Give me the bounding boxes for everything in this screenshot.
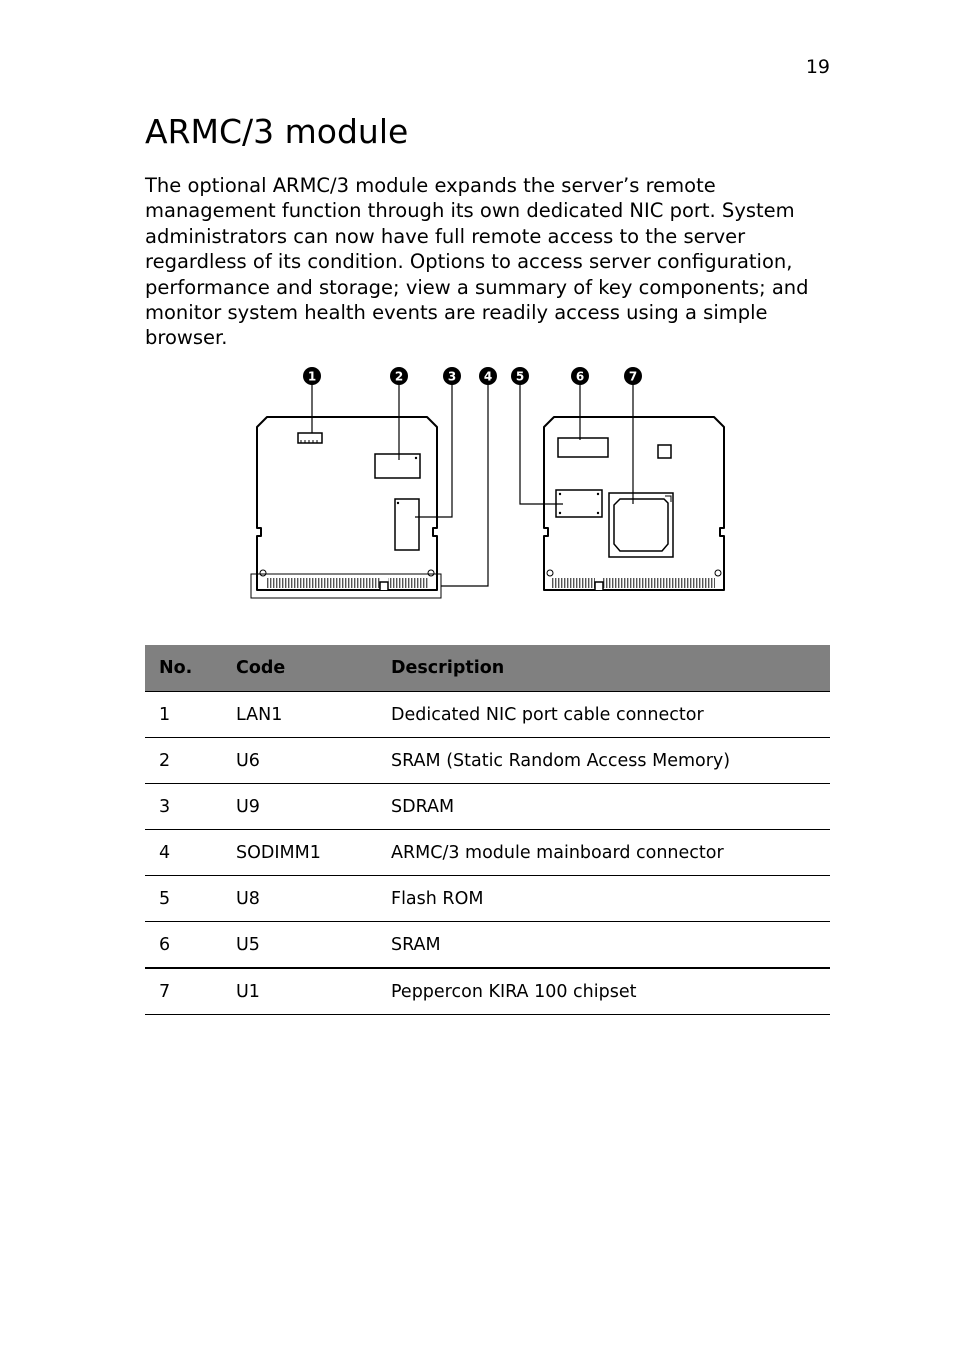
cell-no: 7 <box>145 968 222 1015</box>
page-number: 19 <box>805 56 830 78</box>
header-code: Code <box>222 645 377 692</box>
table-row <box>145 876 830 922</box>
cell-description: Dedicated NIC port cable connector <box>377 692 830 738</box>
cell-no: 6 <box>145 922 222 969</box>
cell-code: U9 <box>222 784 377 830</box>
u9-sdram-chip <box>395 499 419 550</box>
armc3-module-diagram <box>240 360 740 605</box>
callout-label: 6 <box>575 369 585 384</box>
cell-code: U6 <box>222 738 377 784</box>
cell-code: LAN1 <box>222 692 377 738</box>
callout-marker <box>443 367 461 385</box>
callout-marker <box>511 367 529 385</box>
table-row <box>145 922 830 969</box>
callout-label: 5 <box>515 369 525 384</box>
table-row <box>145 830 830 876</box>
cell-description: SRAM <box>377 922 830 969</box>
module-board-front <box>251 417 441 598</box>
cell-description: Flash ROM <box>377 876 830 922</box>
cell-description: SRAM (Static Random Access Memory) <box>377 738 830 784</box>
u5-sram-chip <box>558 438 608 457</box>
module-board-back <box>544 417 724 590</box>
callout-marker <box>479 367 497 385</box>
cell-description: SDRAM <box>377 784 830 830</box>
header-no: No. <box>145 645 222 692</box>
cell-description: Peppercon KIRA 100 chipset <box>377 968 830 1015</box>
cell-code: U5 <box>222 922 377 969</box>
callout-marker <box>303 367 321 385</box>
cell-description: ARMC/3 module mainboard connector <box>377 830 830 876</box>
callout-marker <box>571 367 589 385</box>
callout-label: 1 <box>307 369 317 384</box>
cell-no: 2 <box>145 738 222 784</box>
cell-no: 1 <box>145 692 222 738</box>
lan1-connector <box>298 433 322 443</box>
callout-label: 7 <box>628 369 638 384</box>
cell-code: U1 <box>222 968 377 1015</box>
u1-chipset <box>609 493 673 557</box>
table-row <box>145 784 830 830</box>
header-description: Description <box>377 645 830 692</box>
intro-paragraph: The optional ARMC/3 module expands the server’s remote management function through its own dedicated NIC port. System administrators can now have full remote access to the server regardless of its condition. Options to access server configuration, performance and storage; view a summary of key components; and monitor system health events are readily access using a simple browser. <box>145 174 809 350</box>
cell-code: SODIMM1 <box>222 830 377 876</box>
table-header-row <box>145 645 830 692</box>
callout-label: 4 <box>483 369 493 384</box>
page-title: ARMC/3 module <box>145 112 409 151</box>
cell-no: 5 <box>145 876 222 922</box>
callout-marker <box>624 367 642 385</box>
table-row <box>145 692 830 738</box>
table-row <box>145 968 830 1015</box>
callout-label: 3 <box>447 369 457 384</box>
components-table <box>145 645 830 1015</box>
u6-sram-chip <box>375 454 420 478</box>
cell-no: 4 <box>145 830 222 876</box>
table-row <box>145 738 830 784</box>
cell-no: 3 <box>145 784 222 830</box>
cell-code: U8 <box>222 876 377 922</box>
callout-marker <box>390 367 408 385</box>
small-square-component <box>658 445 671 458</box>
callout-label: 2 <box>394 369 404 384</box>
